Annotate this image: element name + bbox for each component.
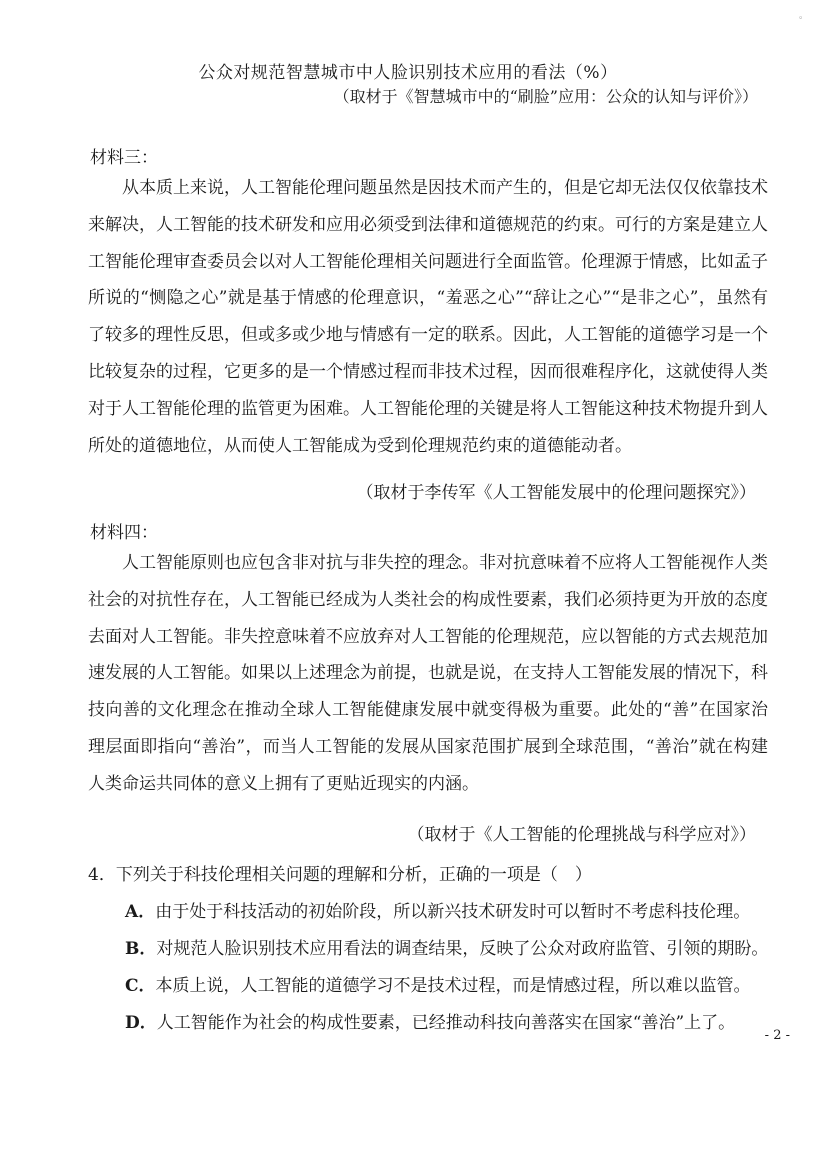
material3-paragraph: 从本质上来说，人工智能伦理问题虽然是因技术而产生的，但是它却无法仅仅依靠技术来解决，人工智能的技术研发和应用必须受到法律和道德规范的约束。可行的方案是建立人工智能伦理审查委员会以对人工智能伦理相关问题进行全面监管。伦理源于情感，比如孟子所说的“恻隐之心”就是基于情感的伦理意识，“羞恶之心”“辞让之心”“是非之心”，虽然有了较多的理性反思，但或多或少地与情感有一定的联系。因此，人工智能的道德学习是一个比较复杂的过程，它更多的是一个情感过程而非技术过程，因而很难程序化，这就使得人类对于人工智能伦理的监管更为困难。人工智能伦理的关键是将人工智能这种技术物提升到人所处的道德地位，从而使人工智能成为受到伦理规范约束的道德能动者。 <box>88 178 768 456</box>
option-letter: C． <box>125 976 156 996</box>
material4-heading: 材料四： <box>90 523 158 543</box>
corner-mark: 。 <box>798 11 808 21</box>
material4-paragraph: 人工智能原则也应包含非对抗与非失控的理念。非对抗意味着不应将人工智能视作人类社会的对抗性存在，人工智能已经成为人类社会的构成性要素，我们必须持更为开放的态度去面对人工智能。非失控意味着不应放弃对人工智能的伦理规范，应以智能的方式去规范加速发展的人工智能。如果以上述理念为前提，也就是说，在支持人工智能发展的情况下，科技向善的文化理念在推动全球人工智能健康发展中就变得极为重要。此处的“善”在国家治理层面即指向“善治”，而当人工智能的发展从国家范围扩展到全球范围，“善治”就在构建人类命运共同体的意义上拥有了更贴近现实的内涵。 <box>88 553 768 794</box>
option-a[interactable] <box>125 897 750 922</box>
option-c[interactable] <box>125 971 751 996</box>
option-text: 人工智能作为社会的构成性要素，已经推动科技向善落实在国家“善治”上了。 <box>156 1013 736 1033</box>
option-text: 本质上说，人工智能的道德学习不是技术过程，而是情感过程，所以难以监管。 <box>155 976 751 996</box>
option-text: 对规范人脸识别技术应用看法的调查结果，反映了公众对政府监管、引领的期盼。 <box>156 939 769 959</box>
chart-title: 公众对规范智慧城市中人脸识别技术应用的看法（%） <box>198 63 618 83</box>
page-number: - 2 - <box>764 1028 790 1043</box>
option-letter: A． <box>125 902 156 922</box>
option-letter: B． <box>125 939 157 959</box>
material4-source: （取材于《人工智能的伦理挑战与科学应对》） <box>407 825 756 845</box>
question-stem: 4．下列关于科技伦理相关问题的理解和分析，正确的一项是（ ） <box>88 865 592 885</box>
option-b[interactable] <box>125 934 768 959</box>
option-letter: D． <box>125 1013 157 1033</box>
option-text: 由于处于科技活动的初始阶段，所以新兴技术研发时可以暂时不考虑科技伦理。 <box>155 902 751 922</box>
chart-source: （取材于《智慧城市中的“刷脸”应用：公众的认知与评价》） <box>333 87 758 106</box>
material3-heading: 材料三： <box>90 148 158 168</box>
option-d[interactable] <box>125 1008 735 1033</box>
material3-source: （取材于李传军《人工智能发展中的伦理问题探究》） <box>356 483 756 503</box>
